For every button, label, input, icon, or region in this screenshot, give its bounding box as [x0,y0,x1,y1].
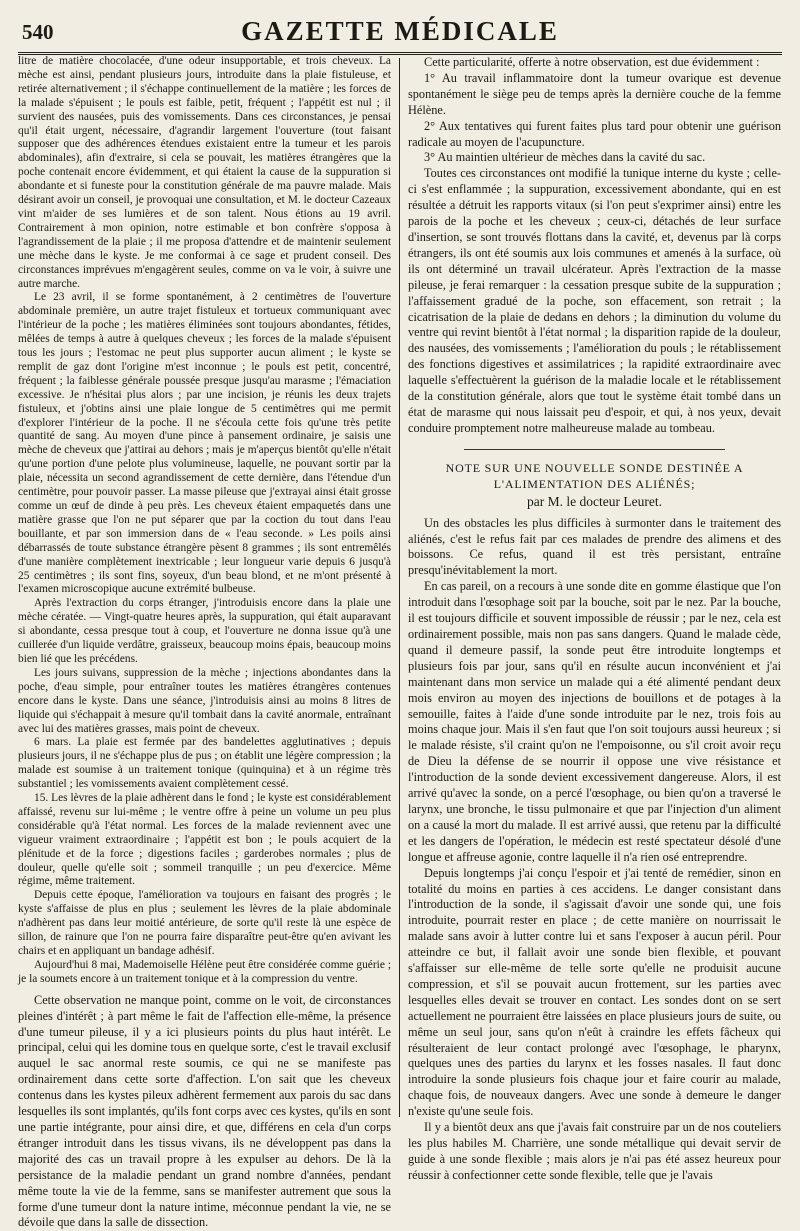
case-report-continuation [18,55,391,987]
article-columns [18,55,782,1230]
page-header [18,12,782,55]
paragraph: 2° Aux tentatives qui furent faites plus tard pour obtenir une guérison radicale au moyen de l'acupuncture. [408,118,781,149]
paragraph: Après l'extraction du corps étranger, j'introduisis encore dans la plaie une mèche cératée. — Vingt-quatre heures après, la suppuration, qui était auparavant si abondante, cessa presque tout à coup, et l'ouverture ne donna issue qu'à une cuillerée d'un liquide verdâtre, graisseux, beaucoup moins épais, beaucoup moins bien lié que les précédens. [18,597,391,665]
paragraph: En cas pareil, on a recours à une sonde dite en gomme élastique que l'on introduit dans l'œsophage soit par la bouche, soit par le nez. Par la bouche, il est toujours difficile et souvent impossible de réussir ; par le nez, cela est ordinairement possible, mais non pas sans dangers. Quand le malade cède, quand il demeure passif, la sonde peut être introduite longtemps et plusieurs fois par jour, sans qu'il en résulte aucun inconvénient et j'ai maintenant dans mon service un malade qui a été alimenté pendant deux mois environ au moyen des injections de bouillons et de potages à la semouille, faites à l'aide d'une sonde introduite par le nez, trois fois au moins chaque jour. Mais il s'en faut que l'on soit toujours aussi heureux ; si le malade résiste, s'il craint qu'on ne l'empoisonne, ou s'il croit avoir reçu de Dieu la défense de se nourrir il oppose une vive résistance et l'introduction de la sonde devient excessivement dangereuse. Alors, il est arrivé qu'avec la sonde, on a percé l'œsophage, ou bien qu'on a traversé le larynx, une bronche, le tissu pulmonaire et que par l'injection d'un aliment on a causé la mort du malade. Il est arrivé aussi, que retenu par la difficulté et les dangers de l'opération, le médecin est resté spectateur désolé d'une longue et affreuse agonie, contre laquelle il n'a rien osé entreprendre. [408,579,781,864]
note-author: par M. le docteur Leuret. [527,493,662,509]
paragraph: Toutes ces circonstances ont modifié la tunique interne du kyste ; celle-ci s'est enflammée ; la suppuration, excessivement abondante, qui en est résultée a détruit les rapports vitaux (si l'on peut s'exprimer ainsi) entre les parois de la poche et les cheveux ; ceux-ci, détachés de leur surface d'insertion, se sont trouvés flottans dans la cavité, et, devenus par là corps étrangers, ils ont été soumis aux lois communes et amenés à la surface, où ils ont déterminé un travail ulcérateur. Après l'extraction de la masse pileuse, je ferai remarquer : la cessation presque subite de la suppuration ; l'affaissement gradué de la poche, son effacement, son retrait ; la cicatrisation de la plaie de dedans en dehors ; la diminution du volume du ventre qui revint bientôt à l'état normal ; la disparition rapide de la douleur, des nausées, des vomissements ; l'amélioration du pouls ; le rétablissement des fonctions digestives et assimilatrices ; la rapidité extraordinaire avec laquelle s'effectuèrent la guérison de la maladie locale et le rétablissement de la constitution générale, alors que tout le système était tombé dans un état de marasme qui nous laissait peu d'espoir, et qui, à nos yeux, devait conduire promptement notre malheureuse malade au tombeau. [408,166,781,435]
paragraph: Depuis cette époque, l'amélioration va toujours en faisant des progrès ; le kyste s'affaisse de plus en plus ; seulement les lèvres de la plaie abdominale n'adhèrent pas dans leur moitié antérieure, de sorte qu'il reste là une espèce de sillon, de rainure que l'on ne pourra faire disparaître peut-être qu'en avivant les chairs et en appliquant un bandage adhésif. [18,889,391,957]
paragraph: Il y a bientôt deux ans que j'avais fait construire par un de nos couteliers les plus habiles M. Charrière, une sonde métallique qui devait servir de guide à une sonde flexible ; mais alors je n'ai pas été assez heureux pour réussir à confectionner cette sonde flexible, telle que je l'avais [408,1120,781,1182]
paragraph: Un des obstacles les plus difficiles à surmonter dans le traitement des aliénés, c'est le refus fait par ces malades de prendre des alimens et des boissons. Ce refus, quand il est très persistant, entraîne presqu'inévitablement la mort. [408,515,781,578]
paragraph: Aujourd'hui 8 mai, Mademoiselle Hélène peut être considérée comme guérie ; je la soumets encore à un traitement tonique et à la compression du ventre. [18,958,391,985]
note-title: NOTE SUR UNE NOUVELLE SONDE DESTINÉE A L'ALIMENTATION DES ALIÉNÉS; [445,460,744,491]
section-divider [464,449,725,450]
paragraph: 1° Au travail inflammatoire dont la tumeur ovarique est devenue spontanément le siège peu de temps après la dernière couche de la femme Hélène. [408,70,781,117]
paragraph: 3° Au maintien ultérieur de mèches dans la cavité du sac. [424,150,706,165]
paragraph: 6 mars. La plaie est fermée par des bandelettes agglutinatives ; depuis plusieurs jours, il ne s'échappe plus de pus ; on établit une légère compression ; la malade est soumise à un traitement tonique (quinquina) et à un régime très substantiel ; les vomissements avaient complètement cessé. [18,736,391,791]
paragraph: litre de matière chocolacée, d'une odeur insupportable, et trois cheveux. La mèche est ainsi, pendant plusieurs jours, introduite dans la plaie fistuleuse, et retirée alternativement ; il s'échappe continuellement de la matière ; les forces de la malade s'épuisent ; le pouls est faible, petit, fréquent ; l'appétit est nul ; il survient des nausées, puis des vomissements. Dans ces circonstances, je pensai qu'il était urgent, nécessaire, d'agrandir largement l'ouverture (tout faisant supposer que des adhérences étendues existaient entre la tumeur et les parois abdominales), afin d'extraire, si cela se pouvait, les matières étrangères que la poche contenait encore évidemment, et qui étaient la cause de la suppuration si abondante et si funeste pour la constitution générale de ma pauvre malade. Mais désirant avoir un conseil, je provoquai une consultation, et M. le docteur Cazeaux vint m'aider de ses lumières et de son talent. Nous étions au 19 avril. Contrairement à mon opinion, notre estimable et bon confrère s'opposa à l'agrandissement de la plaie ; il me proposa d'attendre et de maintenir seulement une mèche dans le kyste. Je me conformai à ce sage et prudent conseil. Des circonstances imprévues m'engagèrent seules, comme on va le voir, à suivre une autre marche. [18,55,391,290]
paragraph: Depuis longtemps j'ai conçu l'espoir et j'ai tenté de remédier, sinon en totalité du moins en parties à ces accidens. Le danger consistant dans l'introduction de la sonde, il s'agissait d'avoir une sonde qui, une fois introduite, pourrait rester en place ; de cette manière on nourrissait le malade sans avoir à lutter contre lui et sans l'exposer à aucun péril. Pour atteindre ce but, il fallait avoir une sonde bien flexible, et pouvant s'affaisser sur elle-même de telle sorte qu'elle ne produisit aucune compression, et s'il se pouvait aucun frottement, sur les parties avec lesquelles elles devait se trouver en contact. Les sondes dont on se sert actuellement ne pourraient être laissées en place plusieurs jours de suite, ou même un seul jour, sans qu'on n'eût à craindre les effets fâcheux qui résulteraient de leur contact prolongé avec l'œsophage, le pharynx, quelques unes des parties du larynx et les fosses nasales. Il faut donc introduire la sonde plusieurs fois chaque jour et faire courir au malade, chaque fois, de nouveaux dangers. Avec une sonde à demeure le danger n'existe qu'une seule fois. [408,865,781,1119]
paragraph: Cette particularité, offerte à notre observation, est due évidemment : [424,55,760,69]
paragraph: Les jours suivans, suppression de la mèche ; injections abondantes dans la poche, d'eau simple, pour entraîner toutes les matières étrangères contenues encore dans le kyste. Dans une séance, j'introduisis ainsi au moins 8 litres de liquide qui s'échappait à mesure qu'il tombait dans la cavité anormale, entraînant avec lui des matières grasses, mais point de cheveux. [18,666,391,735]
journal-title: GAZETTE MÉDICALE [241,16,559,46]
right-column [400,55,781,1182]
paragraph: Le 23 avril, il se forme spontanément, à 2 centimètres de l'ouverture abdominale première, un autre trajet fistuleux et tortueux communiquant avec l'intérieur de la poche ; les matières éliminées sont toujours abondantes, fétides, mêlées de temps à autre à quelques cheveux ; les forces de la malade s'épuisent tous les jours ; l'estomac ne peut plus supporter aucun aliment ; le kyste se remplit de gaz dont l'origine m'est inconnue ; le pouls est petit, concentré, fréquent ; la faiblesse générale poussée presque jusqu'au marasme ; l'émaciation excessive. Je n'hésitai plus alors ; par une incision, je réunis les deux trajets fistuleux, et j'obtins ainsi une plaie longue de 5 centimètres qui me permit d'explorer l'intérieur de la poche. Il ne s'écoula cette fois qu'une très petite quantité de sang. Au moyen d'une pince à pansement ordinaire, je saisis une mèche de cheveux que j'attirai au dehors ; mais je m'aperçus bientôt qu'elle n'était qu'une portion d'une pelote plus volumineuse, laquelle, ne pouvant sortir par la plaie, nécessita un second agrandissement de cette dernière, dans l'étendue d'un centimètre, pour pouvoir passer. La masse pileuse que j'extrayai ainsi était grosse comme un œuf de dinde à peu près. Les cheveux étaient empaquetés dans une matière grasse que l'on ne put séparer que par la coction du tout dans l'eau bouillante, et par son immersion dans de « l'eau seconde. » Les poils ainsi débarrassés de toute substance étrangère pèsent 8 grammes ; ils sont entremêlés d'une manière complètement inextricable ; leur longueur varie depuis 6 jusqu'à 25 centimètres ; ils sont fins, soyeux, d'un beau blond, et ne m'ont présenté à l'examen microscopique aucune extrémité bulbeuse. [18,291,391,596]
page-number: 540 [22,20,54,44]
paragraph: Cette observation ne manque point, comme on le voit, de circonstances pleines d'intérêt ; à part même le fait de l'affection elle-même, la présence d'une tumeur pileuse, il y a ici plusieurs points du plus haut intérêt. Le principal, celui qui les domine tous en quelque sorte, c'est le travail exclusif auquel le sac anormal reste soumis, ce qui ne se manifeste pas ordinairement dans cette sorte d'affection. L'on sait que les cheveux contenus dans les kystes pileux adhèrent fermement aux parois du sac dans lesquelles ils sont implantés, qu'ils font corps avec ces kystes, qu'ils en sont une partie intégrante, pour ainsi dire, et que, différens en cela d'un corps étranger introduit dans les tissus vivans, ils ne développent pas dans la majorité des cas un travail propre à les expulser au dehors. De là la persistance de la maladie pendant un grand nombre d'années, pendant même toute la vie de la femme, sans se manifester autrement que sous la forme d'une tumeur dont la nature intime, méconnue pendant la vie, ne se dévoile que dans la salle de dissection. [18,992,391,1230]
paragraph: 15. Les lèvres de la plaie adhèrent dans le fond ; le kyste est considérablement affaissé, revenu sur lui-même ; le ventre offre à peine un volume un peu plus considérable qu'à l'état normal. Les forces de la malade reviennent avec une vigueur vraiment extraordinaire ; l'appétit est bon ; le pouls acquiert de la plénitude et de la force ; digestions faciles ; garderobes normales ; plus de douleur, quelle qu'elle soit ; sommeil tranquille ; un peu d'exercice. Même régime, même traitement. [18,792,391,888]
left-column [18,55,399,1230]
